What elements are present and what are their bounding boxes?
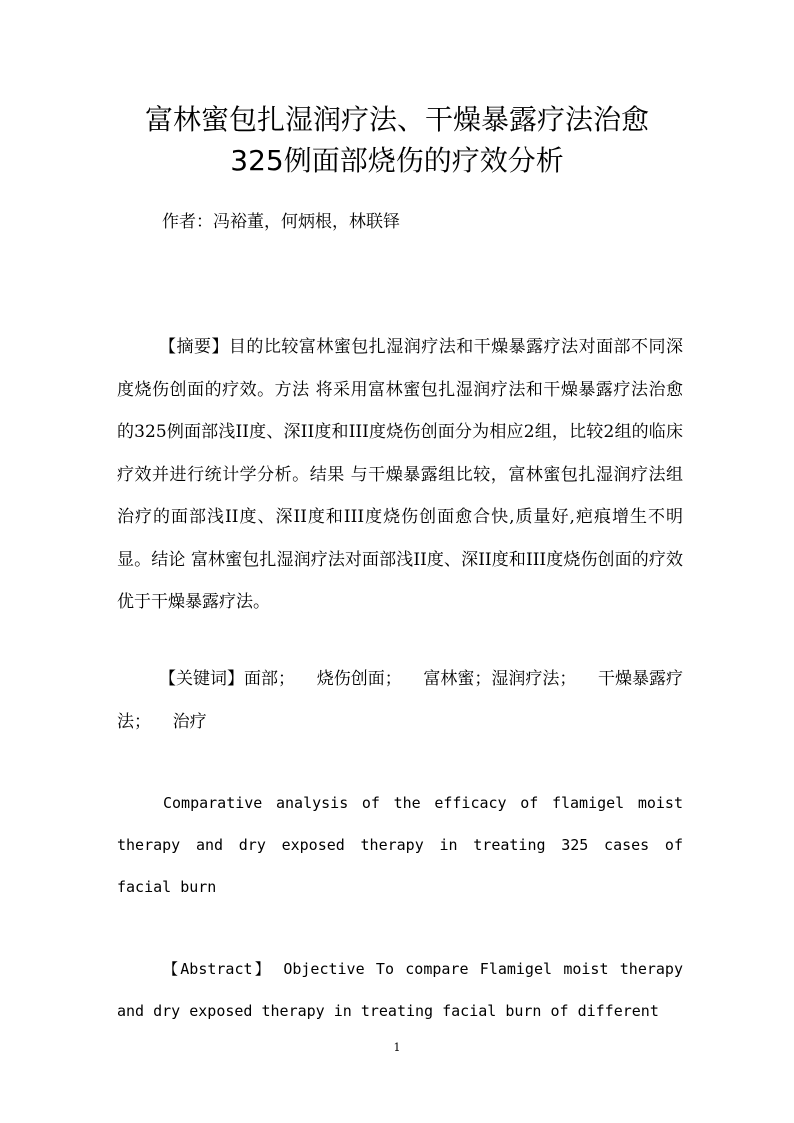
page-number: 1 — [393, 1041, 401, 1054]
keyword-item: 干燥暴露疗法； — [117, 669, 684, 732]
keyword-item: 治疗 — [172, 711, 207, 732]
document-title-line-2: 325例面部烧伤的疗效分析 — [230, 144, 564, 177]
chinese-abstract: 【摘要】目的比较富林蜜包扎湿润疗法和干燥暴露疗法对面部不同深度烧伤创面的疗效。方法 将采用富林蜜包扎湿润疗法和干燥暴露疗法治愈的325例面部浅II度、深II度和III度烧伤创面分为相应2组，比较2组的临床疗效并进行统计学分析。结果 与干燥暴露组比较，富林蜜包扎湿润疗法组治疗的面部浅II度、深II度和III度烧伤创面愈合快,质量好,疤痕增生不明显。结论 富林蜜包扎湿润疗法对面部浅II度、深II度和III度烧伤创面的疗效优于干燥暴露疗法。 — [117, 337, 683, 612]
authors-line: 作者：冯裕董，何炳根，林联铎 — [162, 212, 400, 232]
document-title-line-1: 富林蜜包扎湿润疗法、干燥暴露疗法治愈 — [144, 103, 649, 136]
keyword-item: 烧伤创面； — [316, 669, 402, 689]
chinese-keywords — [117, 658, 683, 743]
keyword-item: 面部； — [244, 669, 296, 689]
keywords-label: 【关键词】 — [159, 669, 245, 689]
english-title: Comparative analysis of the efficacy of flamigel moist therapy and dry exposed therapy in treating 325 cases of facial burn — [117, 794, 683, 896]
english-abstract: 【Abstract】 Objective To compare Flamigel moist therapy and dry exposed therapy in treating facial burn of different — [117, 960, 683, 1020]
keyword-item: 富林蜜；湿润疗法； — [423, 669, 577, 689]
